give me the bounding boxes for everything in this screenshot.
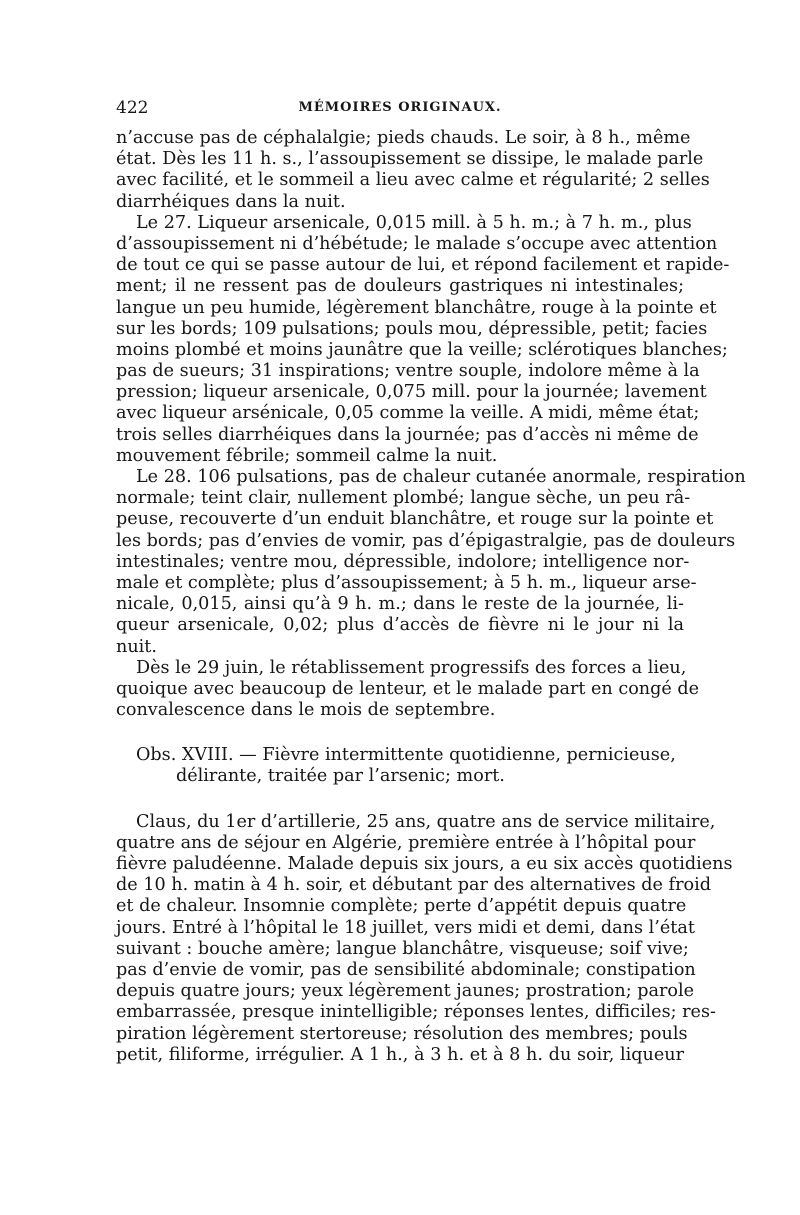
observation-heading: Obs. XVIII. — Fièvre intermittente quotidienne, pernicieuse,	[136, 745, 676, 766]
text-line: et de chaleur. Insomnie complète; perte d’appétit depuis quatre	[116, 896, 687, 917]
text-line: peuse, recouverte d’un enduit blanchâtre, et rouge sur la pointe et	[116, 509, 714, 530]
text-line: n’accuse pas de céphalalgie; pieds chauds. Le soir, à 8 h., même	[116, 128, 691, 148]
text-line: male et complète; plus d’assoupissement; à 5 h. m., liqueur arse-	[116, 572, 697, 593]
text-line: queur arsenicale, 0,02; plus d’accès de fièvre ni le jour ni la	[116, 615, 684, 636]
text-line: fièvre paludéenne. Malade depuis six jours, a eu six accès quotidiens	[116, 854, 733, 874]
text-line: quatre ans de séjour en Algérie, première entrée à l’hôpital pour	[116, 832, 696, 853]
text-line: pas de sueurs; 31 inspirations; ventre souple, indolore même à la	[116, 361, 700, 382]
text-line: moins plombé et moins jaunâtre que la veille; sclérotiques blanches;	[116, 339, 728, 360]
text-line: embarrassée, presque inintelligible; réponses lentes, difficiles; res-	[116, 1002, 716, 1023]
page-body	[116, 128, 746, 1066]
page-number: 422	[116, 98, 149, 118]
text-line: trois selles diarrhéiques dans la journée; pas d’accès ni même de	[116, 424, 699, 445]
text-line: nicale, 0,015, ainsi qu’à 9 h. m.; dans le reste de la journée, li-	[116, 594, 684, 615]
text-line: avec liqueur arsénicale, 0,05 comme la veille. A midi, même état;	[116, 403, 700, 424]
text-line: jours. Entré à l’hôpital le 18 juillet, vers midi et demi, dans l’état	[116, 917, 695, 938]
text-line: suivant : bouche amère; langue blanchâtre, visqueuse; soif vive;	[116, 938, 689, 959]
text-line: Le 27. Liqueur arsenicale, 0,015 mill. à 5 h. m.; à 7 h. m., plus	[136, 212, 692, 233]
text-line: convalescence dans le mois de septembre.	[116, 700, 496, 721]
text-line: pression; liqueur arsenicale, 0,075 mill. pour la journée; lavement	[116, 382, 707, 403]
text-line: petit, filiforme, irrégulier. A 1 h., à 3 h. et à 8 h. du soir, liqueur	[116, 1044, 684, 1065]
running-title: MÉMOIRES ORIGINAUX.	[298, 100, 502, 115]
text-line: langue un peu humide, légèrement blanchâtre, rouge à la pointe et	[116, 297, 717, 318]
text-line: depuis quatre jours; yeux légèrement jaunes; prostration; parole	[116, 981, 695, 1002]
text-line: de tout ce qui se passe autour de lui, et répond facilement et rapide-	[116, 255, 730, 276]
text-line: Dès le 29 juin, le rétablissement progressifs des forces a lieu,	[136, 657, 687, 678]
text-line: les bords; pas d’envies de vomir, pas d’épigastralgie, pas de douleurs	[116, 530, 736, 551]
text-line: Le 28. 106 pulsations, pas de chaleur cutanée anormale, respiration	[136, 467, 746, 487]
text-line: état. Dès les 11 h. s., l’assoupissement se dissipe, le malade parle	[116, 149, 704, 170]
text-line: nuit.	[116, 636, 157, 657]
text-line: quoique avec beaucoup de lenteur, et le malade part en congé de	[116, 678, 700, 699]
text-line: d’assoupissement ni d’hébétude; le malade s’occupe avec attention	[116, 233, 718, 254]
text-line: ment; il ne ressent pas de douleurs gastriques ni intestinales;	[116, 276, 684, 297]
text-line: sur les bords; 109 pulsations; pouls mou, dépressible, petit; facies	[116, 318, 708, 339]
text-line: avec facilité, et le sommeil a lieu avec calme et régularité; 2 selles	[116, 170, 710, 191]
text-line: Claus, du 1er d’artillerie, 25 ans, quatre ans de service militaire,	[136, 811, 716, 832]
text-line: mouvement fébrile; sommeil calme la nuit.	[116, 445, 498, 466]
text-line: de 10 h. matin à 4 h. soir, et débutant par des alternatives de froid	[116, 875, 711, 896]
text-line: pas d’envie de vomir, pas de sensibilité abdominale; constipation	[116, 959, 696, 980]
page-header	[116, 96, 684, 122]
text-line: piration légèrement stertoreuse; résolution des membres; pouls	[116, 1023, 688, 1044]
text-line: normale; teint clair, nullement plombé; langue sèche, un peu râ-	[116, 488, 691, 509]
text-line: diarrhéiques dans la nuit.	[116, 191, 346, 212]
text-line: intestinales; ventre mou, dépressible, indolore; intelligence nor-	[116, 551, 690, 572]
observation-heading-cont: délirante, traitée par l’arsenic; mort.	[176, 766, 505, 787]
